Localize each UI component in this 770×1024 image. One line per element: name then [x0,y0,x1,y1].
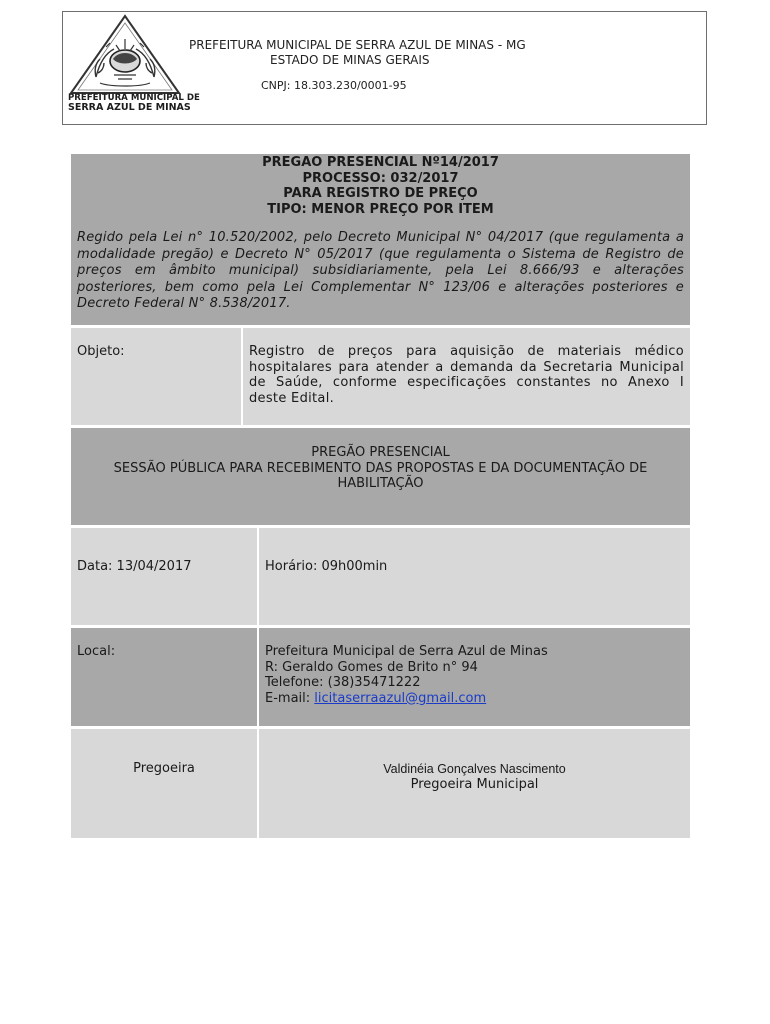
email-link[interactable]: licitaserraazul@gmail.com [314,690,487,706]
logo-text-line2: SERRA AZUL DE MINAS [68,102,191,113]
session-date: Data: 13/04/2017 [71,528,257,625]
local-details [259,628,690,726]
email-label: E-mail: [265,690,315,706]
session-block [71,428,690,525]
cnpj: CNPJ: 18.303.230/0001-95 [261,79,407,92]
title-line-pregao: PREGAO PRESENCIAL Nº14/2017 [262,155,499,170]
title-line-registro: PARA REGISTRO DE PREÇO [283,186,478,201]
local-label: Local: [71,628,257,726]
local-address: R: Geraldo Gomes de Brito n° 94 [265,659,478,675]
letterhead [62,11,707,125]
session-time: Horário: 09h00min [259,528,690,625]
legal-basis-text: Regido pela Lei n° 10.520/2002, pelo Decreto Municipal N° 04/2017 (que regulamenta a modalidade pregão) e Decreto N° 05/2017 (que regulamenta o Sistema de Registro de preços em âmbito municipal) subsidiariamente, pela Lei 8.666/93 e alterações posteriores, bem como pela Lei Complementar N° 123/06 e alterações posteriores e Decreto Federal N° 8.538/2017. [77,230,684,311]
municipality-name: PREFEITURA MUNICIPAL DE SERRA AZUL DE MINAS - MG [189,38,526,52]
local-phone: Telefone: (38)35471222 [265,675,421,690]
local-email-line [265,691,684,707]
title-line-tipo: TIPO: MENOR PREÇO POR ITEM [267,201,494,217]
state-name: ESTADO DE MINAS GERAIS [270,53,430,67]
pregoeira-name: Valdinéia Gonçalves Nascimento [383,762,566,776]
title-line-processo: PROCESSO: 032/2017 [302,170,459,186]
local-name: Prefeitura Municipal de Serra Azul de Minas [265,644,548,659]
coat-of-arms-icon [66,13,184,97]
pregoeira-label: Pregoeira [71,729,257,838]
notice-title [77,154,684,217]
logo-text-line1: PREFEITURA MUNICIPAL DE [68,93,200,103]
pregoeira-role: Pregoeira Municipal [410,777,539,792]
session-description: SESSÃO PÚBLICA PARA RECEBIMENTO DAS PROPOSTAS E DA DOCUMENTAÇÃO DE HABILITAÇÃO [113,460,648,491]
pregoeira-details [259,729,690,838]
session-title: PREGÃO PRESENCIAL [311,445,450,460]
objeto-description: Registro de preços para aquisição de materiais médico hospitalares para atender a demanda da Secretaria Municipal de Saúde, conforme especificações constantes no Anexo I deste Edital. [243,328,690,425]
municipal-logo [66,13,200,117]
notice-title-block [71,154,690,325]
objeto-label: Objeto: [71,328,241,425]
